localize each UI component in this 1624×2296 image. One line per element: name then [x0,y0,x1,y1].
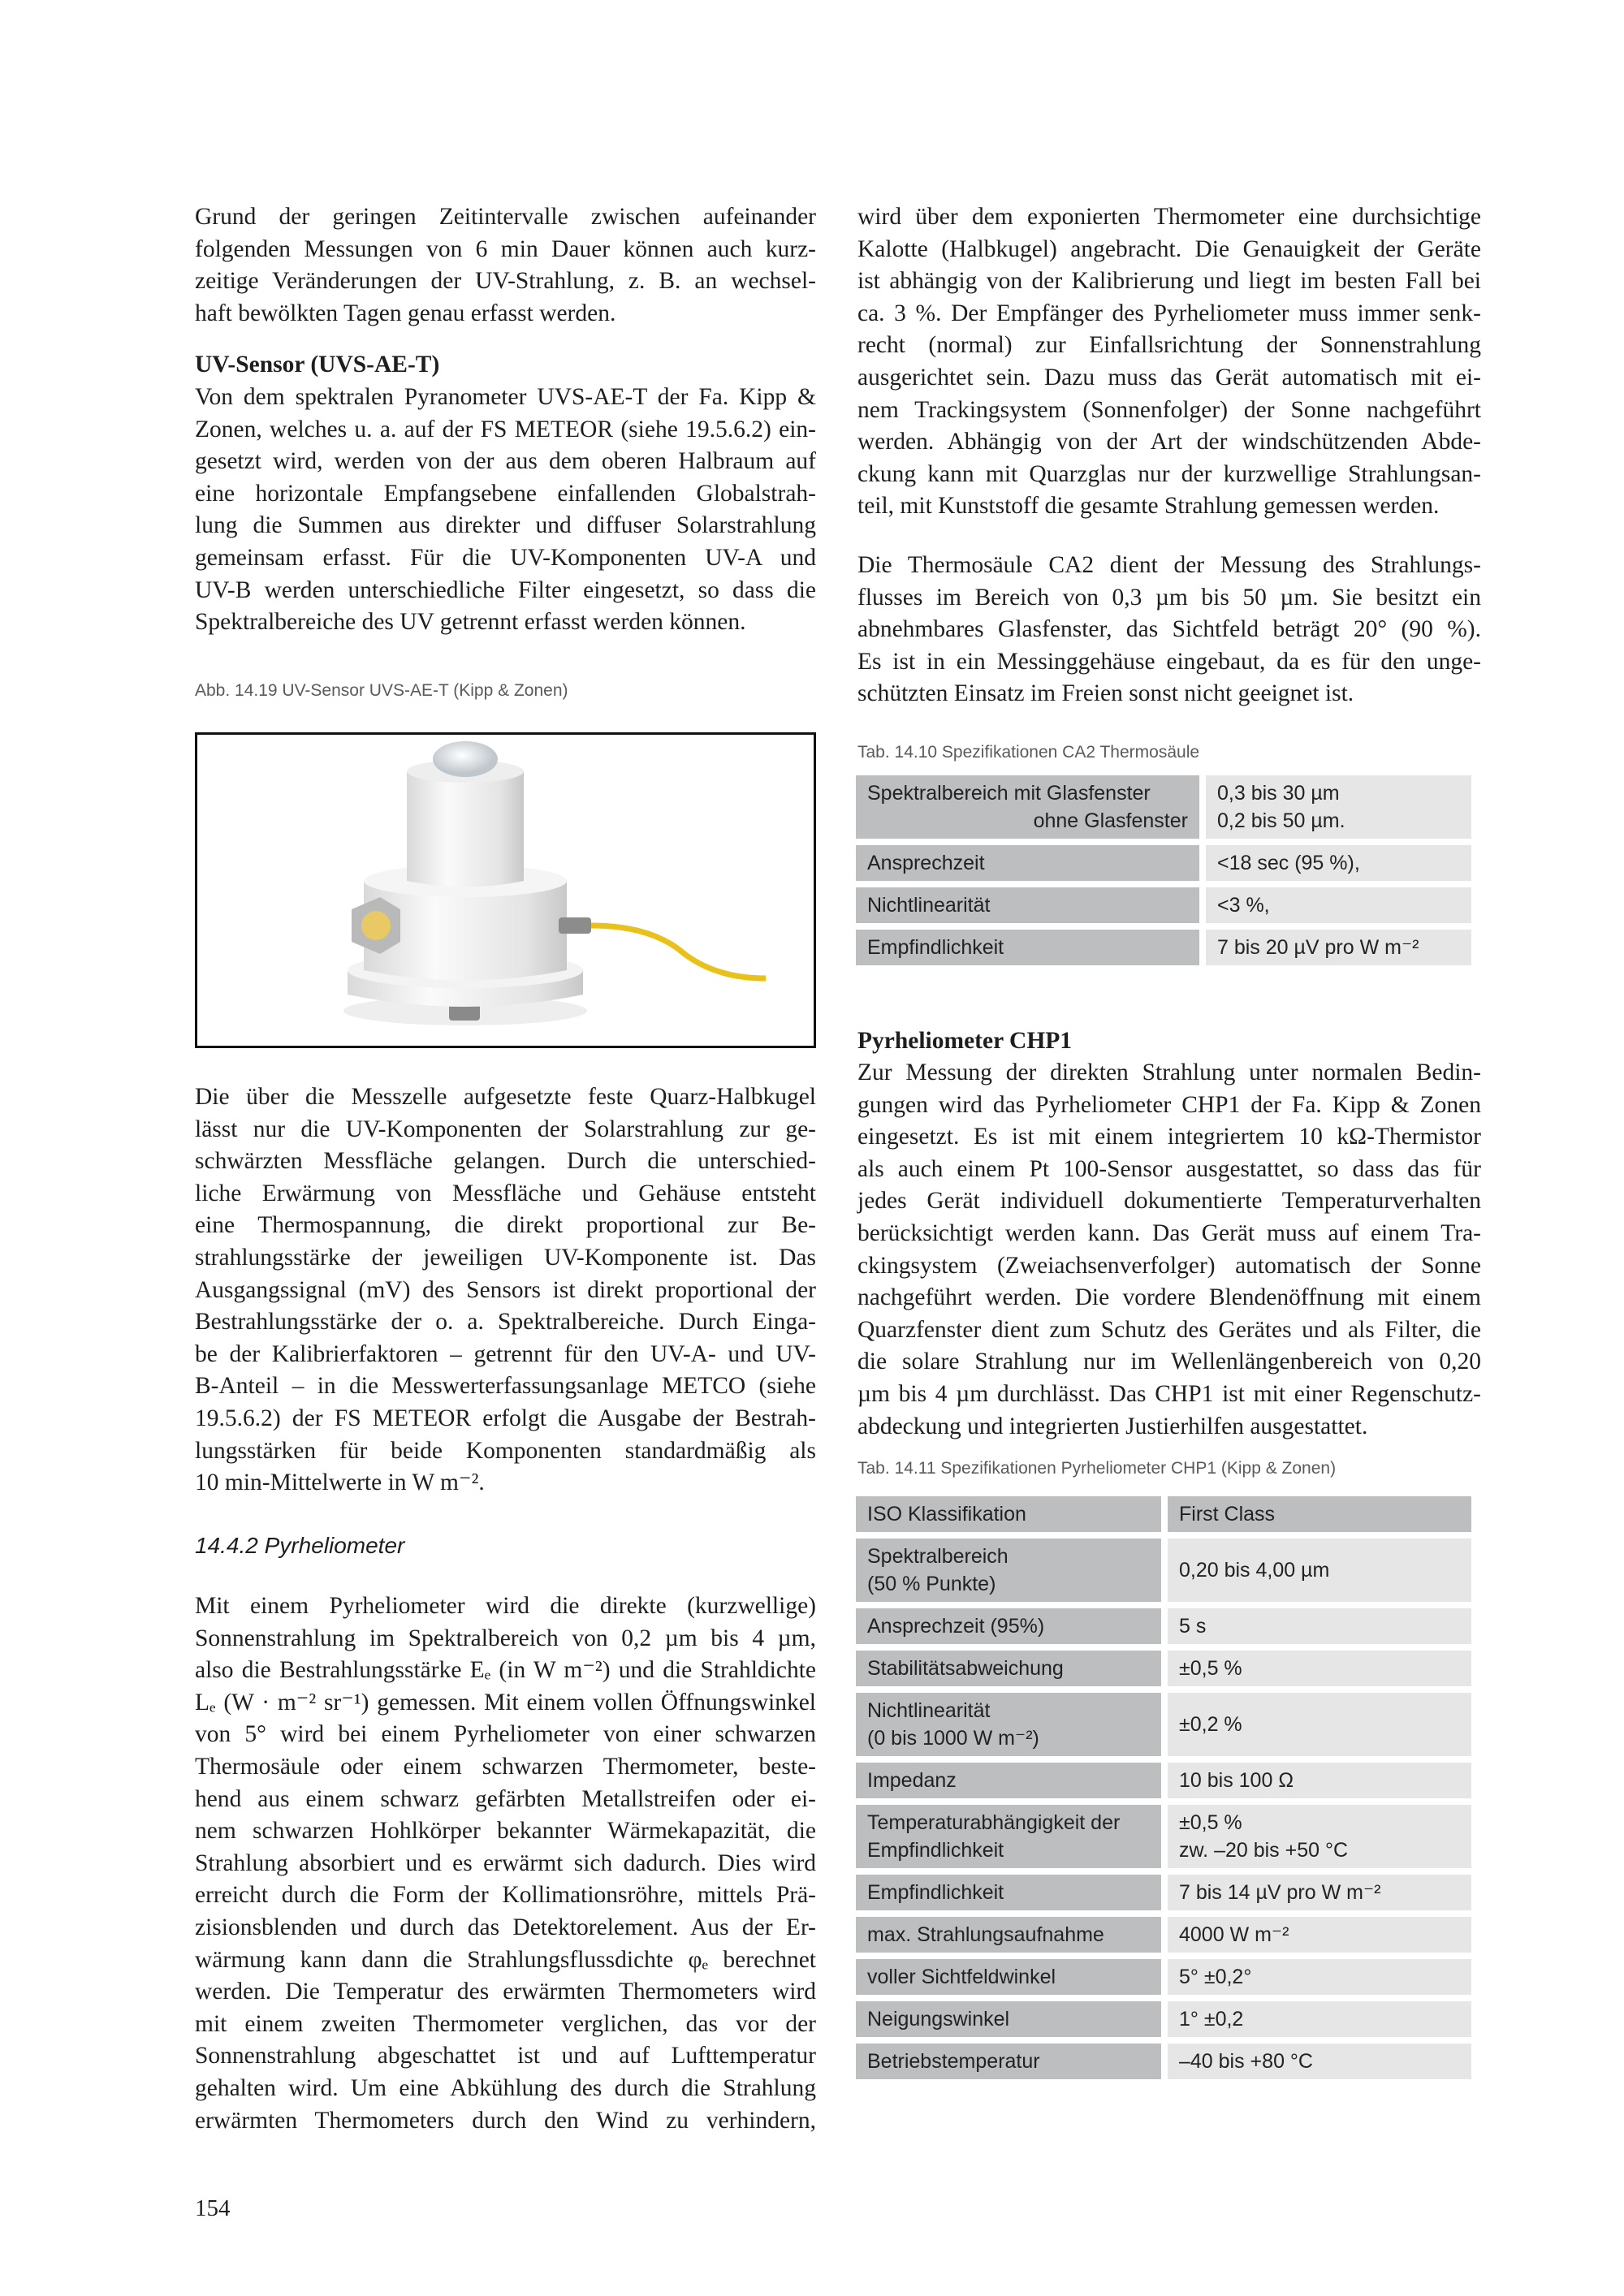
figure-caption: Abb. 14.19 UV-Sensor UVS-AE-T (Kipp & Zonen) [195,681,568,700]
spec-value-cell [1168,2001,1471,2037]
table-row [856,1496,1471,1532]
spec-label: (50 % Punkte) [867,1573,996,1595]
table-row [856,1651,1471,1686]
table-row [856,1805,1471,1868]
text-line: strahlungsstärke der jeweiligen UV-Komponente ist. Das [195,1244,816,1271]
table-row [856,2001,1471,2037]
text-line: Quarzfenster dient zum Schutz des Gerätes und als Filter, die [857,1316,1481,1343]
spec-value: 5 s [1179,1615,1207,1638]
text-line: die solare Strahlung nur im Wellenlängenbereich von 0,20 [857,1349,1481,1375]
text-line: abnehmbares Glasfenster, das Sichtfeld beträgt 20° (90 %). [857,616,1481,643]
spec-label: max. Strahlungsaufnahme [867,1923,1104,1946]
table-row [856,2044,1471,2079]
spec-label: Spektralbereich [867,1545,1009,1568]
spec-label-cell [856,2044,1161,2079]
text-line: haft bewölkten Tagen genau erfasst werden. [195,300,616,326]
page-number: 154 [195,2195,231,2221]
spec-value: 7 bis 20 µV pro W m⁻² [1217,936,1419,959]
section-heading-pyrheliometer: 14.4.2 Pyrheliometer [195,1533,405,1558]
spec-value-cell [1168,2044,1471,2079]
table-caption-chp1: Tab. 14.11 Spezifikationen Pyrheliometer CHP1 (Kipp & Zonen) [857,1459,1337,1478]
table-row [856,930,1471,965]
text-line: lässt nur die UV-Komponenten der Solarstrahlung zur ge- [195,1116,816,1142]
spec-value: <18 sec (95 %), [1217,852,1360,874]
spec-label-cell [856,1763,1161,1798]
spec-label-cell [856,1539,1161,1602]
text-line: teil, mit Kunststoff die gesamte Strahlung gemessen werden. [857,493,1440,520]
spec-value-cell [1168,1805,1471,1868]
paragraph-chp1 [857,1057,1481,1443]
spec-label: Nichtlinearität [867,1699,991,1722]
spec-label: Impedanz [867,1769,957,1792]
text-line: nachgeführt werden. Die vordere Blendenöffnung mit einem [857,1284,1481,1311]
spec-label-cell [856,1805,1161,1868]
spec-label: Stabilitätsabweichung [867,1657,1064,1680]
table-row [856,1608,1471,1644]
spec-label-cell [856,1917,1161,1953]
text-line: eingesetzt. Es ist mit einem integriertem 10 kΩ-Thermistor [857,1124,1481,1150]
text-line: nem schwarzen Hohlkörper bekannter Wärmekapazität, die [195,1818,816,1845]
table-caption-ca2: Tab. 14.10 Spezifikationen CA2 Thermosäule [857,743,1200,762]
text-line: Sonnenstrahlung im Spektralbereich von 0,2 µm bis 4 µm, [195,1625,816,1651]
spec-label: ohne Glasfenster [1033,809,1188,832]
text-line: Sonnenstrahlung abgeschattet ist und auf Lufttemperatur [195,2043,816,2069]
spec-label-cell [856,887,1199,923]
text-line: schützten Einsatz im Freien sonst nicht geeignet ist. [857,680,1354,707]
text-line: be der Kalibrierfaktoren – getrennt für den UV-A- und UV- [195,1340,816,1367]
text-line: als auch einem Pt 100-Sensor ausgestattet, so dass das für [857,1155,1481,1182]
text-line: berücksichtigt werden kann. Das Gerät muss auf einem Tra- [857,1219,1481,1246]
text-line: Zonen, welches u. a. auf der FS METEOR (siehe 19.5.6.2) ein- [195,416,816,442]
text-line: µm bis 4 µm durchlässt. Das CHP1 ist mit einer Regenschutz- [857,1380,1481,1407]
text-line: Lₑ (W · m⁻² sr⁻¹) gemessen. Mit einem vollen Öffnungswinkel [195,1689,816,1716]
spec-value: ±0,5 % [1179,1657,1242,1680]
spec-label-cell [856,775,1199,839]
text-line: also die Bestrahlungsstärke Eₑ (in W m⁻²) und die Strahldichte [195,1657,816,1684]
spec-value: 4000 W m⁻² [1179,1923,1289,1946]
spec-label: Empfindlichkeit [867,1839,1004,1862]
text-line: hend aus einem schwarz gefärbten Metallstreifen oder ei- [195,1785,816,1812]
spec-value-cell [1168,1763,1471,1798]
spec-value: 1° ±0,2 [1179,2008,1244,2031]
subheading-chp1: Pyrheliometer CHP1 [857,1028,1073,1054]
uv-sensor-illustration [197,735,814,1046]
spec-value-cell [1168,1959,1471,1995]
text-line: werden. Die Temperatur des erwärmten Thermometers wird [195,1979,816,2005]
text-line: wird über dem exponierten Thermometer eine durchsichtige [857,204,1481,230]
table-chp1-specs [856,1496,1471,2086]
spec-label: Spektralbereich mit Glasfenster [867,782,1151,805]
text-line: ckingsystem (Zweiachsenverfolger) automatisch der Sonne [857,1252,1481,1279]
text-line: Spektralbereiche des UV getrennt erfasst werden können. [195,609,746,636]
spec-label: Betriebstemperatur [867,2050,1040,2073]
spec-value: ±0,2 % [1179,1713,1242,1736]
spec-value-cell [1168,1693,1471,1756]
text-line: ca. 3 %. Der Empfänger des Pyrheliometer muss immer senk- [857,300,1481,326]
text-line: zisionsblenden und durch das Detektorelement. Aus der Er- [195,1914,816,1940]
spec-value: 0,2 bis 50 µm. [1217,809,1345,832]
spec-value: zw. –20 bis +50 °C [1179,1839,1349,1862]
table-row [856,1763,1471,1798]
spec-label-cell [856,2001,1161,2037]
table-row [856,1917,1471,1953]
text-line: recht (normal) zur Einfallsrichtung der Sonnenstrahlung [857,332,1481,359]
text-line: mit einem zweiten Thermometer verglichen, das vor der [195,2010,816,2037]
spec-value-cell [1206,930,1471,965]
text-line: Zur Messung der direkten Strahlung unter normalen Bedin- [857,1060,1481,1085]
table-row [856,1875,1471,1910]
spec-value-cell [1168,1875,1471,1910]
spec-value: 0,20 bis 4,00 µm [1179,1559,1330,1582]
text-line: lung die Summen aus direkter und diffuser Solarstrahlung [195,512,816,539]
spec-value: –40 bis +80 °C [1179,2050,1313,2073]
text-line: 19.5.6.2) der FS METEOR erfolgt die Ausgabe der Bestrah- [195,1405,816,1431]
spec-label: Empfindlichkeit [867,1881,1004,1904]
spec-label: Nichtlinearität [867,894,991,917]
text-line: Die über die Messzelle aufgesetzte feste Quarz-Halbkugel [195,1084,816,1110]
table-ca2-specs [856,775,1471,972]
spec-label: ISO Klassifikation [867,1503,1026,1526]
paragraph-calotte [857,201,1481,523]
text-line: nem Trackingsystem (Sonnenfolger) der Sonne nachgeführt [857,396,1481,423]
spec-label-cell [856,1693,1161,1756]
spec-value-cell [1168,1539,1471,1602]
text-line: Strahlung absorbiert und es erwärmt sich dadurch. Dies wird [195,1849,816,1876]
spec-value-cell [1206,775,1471,839]
spec-value-cell [1168,1608,1471,1644]
text-line: B-Anteil – in die Messwerterfassungsanlage METCO (siehe [195,1373,816,1400]
paragraph-thermopile [857,550,1481,710]
spec-label-cell [856,930,1199,965]
text-line: lungsstärken für beide Komponenten standardmäßig als [195,1437,816,1464]
text-line: UV-B werden unterschiedliche Filter eingesetzt, so dass die [195,576,816,603]
text-line: eine horizontale Empfangsebene einfallenden Globalstrah- [195,480,816,507]
text-line: ckung kann mit Quarzglas nur der kurzwellige Strahlungsan- [857,460,1481,487]
spec-label-cell [856,1608,1161,1644]
spec-value: 10 bis 100 Ω [1179,1769,1294,1792]
text-line: Die Thermosäule CA2 dient der Messung des Strahlungs- [857,552,1481,578]
text-line: gehalten wird. Um eine Abkühlung des durch die Strahlung [195,2074,816,2101]
spec-value: <3 %, [1217,894,1270,917]
spec-label: Empfindlichkeit [867,936,1004,959]
text-line: schwärzten Messfläche gelangen. Durch die unterschied- [195,1148,816,1175]
text-line: gemeinsam erfasst. Für die UV-Komponenten UV-A und [195,544,816,571]
text-line: Bestrahlungsstärke der o. a. Spektralbereiche. Durch Einga- [195,1309,816,1336]
spec-label: Neigungswinkel [867,2008,1010,2031]
spec-value-cell [1168,1917,1471,1953]
spec-label-cell [856,1651,1161,1686]
table-row [856,1539,1471,1602]
paragraph-quartz-dome [195,1081,816,1500]
text-line: werden. Abhängig von der Art der windschützenden Abde- [857,429,1481,455]
spec-label: (0 bis 1000 W m⁻²) [867,1727,1039,1750]
text-line: Ausgangssignal (mV) des Sensors ist direkt proportional der [195,1276,816,1303]
table-row [856,1693,1471,1756]
spec-label: Ansprechzeit [867,852,985,874]
figure-uv-sensor-image [195,732,816,1048]
spec-value-cell [1168,1651,1471,1686]
spec-value: First Class [1179,1503,1276,1526]
spec-label: Temperaturabhängigkeit der [867,1811,1121,1834]
text-line: Grund der geringen Zeitintervalle zwischen aufeinander [195,204,816,230]
text-line: gungen wird das Pyrheliometer CHP1 der Fa. Kipp & Zonen [857,1091,1481,1118]
spec-value: 0,3 bis 30 µm [1217,782,1340,805]
text-line: Thermosäule oder einem schwarzen Thermometer, beste- [195,1753,816,1780]
table-row [856,775,1471,839]
paragraph-pyrheliometer [195,1590,816,2137]
text-line: 10 min-Mittelwerte in W m⁻². [195,1470,485,1496]
spec-value-cell [1168,1496,1471,1532]
table-row [856,1959,1471,1995]
text-line: liche Erwärmung von Messfläche und Gehäuse entsteht [195,1180,816,1206]
text-line: erwärmten Thermometers durch den Wind zu verhindern, [195,2107,816,2134]
spec-label: voller Sichtfeldwinkel [867,1966,1056,1988]
text-line: Von dem spektralen Pyranometer UVS-AE-T der Fa. Kipp & [195,384,816,410]
spec-value-cell [1206,845,1471,881]
text-line: von 5° wird bei einem Pyrheliometer von einer schwarzen [195,1721,816,1748]
text-line: Es ist in ein Messinggehäuse eingebaut, da es für den unge- [857,648,1481,675]
spec-value: 5° ±0,2° [1179,1966,1252,1988]
text-line: gesetzt wird, werden von der aus dem oberen Halbraum auf [195,448,816,475]
text-line: abdeckung und integrierten Justierhilfen ausgestattet. [857,1413,1368,1439]
spec-label-cell [856,845,1199,881]
text-line: jedes Gerät individuell dokumentierte Temperaturverhalten [857,1188,1481,1215]
spec-value: 7 bis 14 µV pro W m⁻² [1179,1881,1381,1904]
text-line: folgenden Messungen von 6 min Dauer können auch kurz- [195,235,816,262]
table-row [856,887,1471,923]
text-line: eine Thermospannung, die direkt proportional zur Be- [195,1212,816,1239]
spec-label: Ansprechzeit (95%) [867,1615,1045,1638]
table-row [856,845,1471,881]
paragraph-uv-sensor [195,382,816,639]
subheading-uv-sensor: UV-Sensor (UVS-AE-T) [195,352,440,378]
text-line: ausgerichtet sein. Dazu muss das Gerät automatisch mit ei- [857,364,1481,391]
text-line: Kalotte (Halbkugel) angebracht. Die Genauigkeit der Geräte [857,235,1481,262]
text-line: wärmung kann dann die Strahlungsflussdichte φₑ berechnet [195,1946,816,1973]
text-line: Mit einem Pyrheliometer wird die direkte (kurzwellige) [195,1593,816,1619]
spec-value: ±0,5 % [1179,1811,1242,1834]
paragraph-intro [195,201,816,330]
spec-label-cell [856,1875,1161,1910]
spec-value-cell [1206,887,1471,923]
text-line: flusses im Bereich von 0,3 µm bis 50 µm. Sie besitzt ein [857,584,1481,611]
spec-label-cell [856,1959,1161,1995]
text-line: ist abhängig von der Kalibrierung und liegt im besten Fall bei [857,268,1481,295]
text-line: erreicht durch die Form der Kollimationsröhre, mittels Prä- [195,1882,816,1909]
spec-label-cell [856,1496,1161,1532]
text-line: zeitige Veränderungen der UV-Strahlung, z. B. an wechsel- [195,268,816,295]
